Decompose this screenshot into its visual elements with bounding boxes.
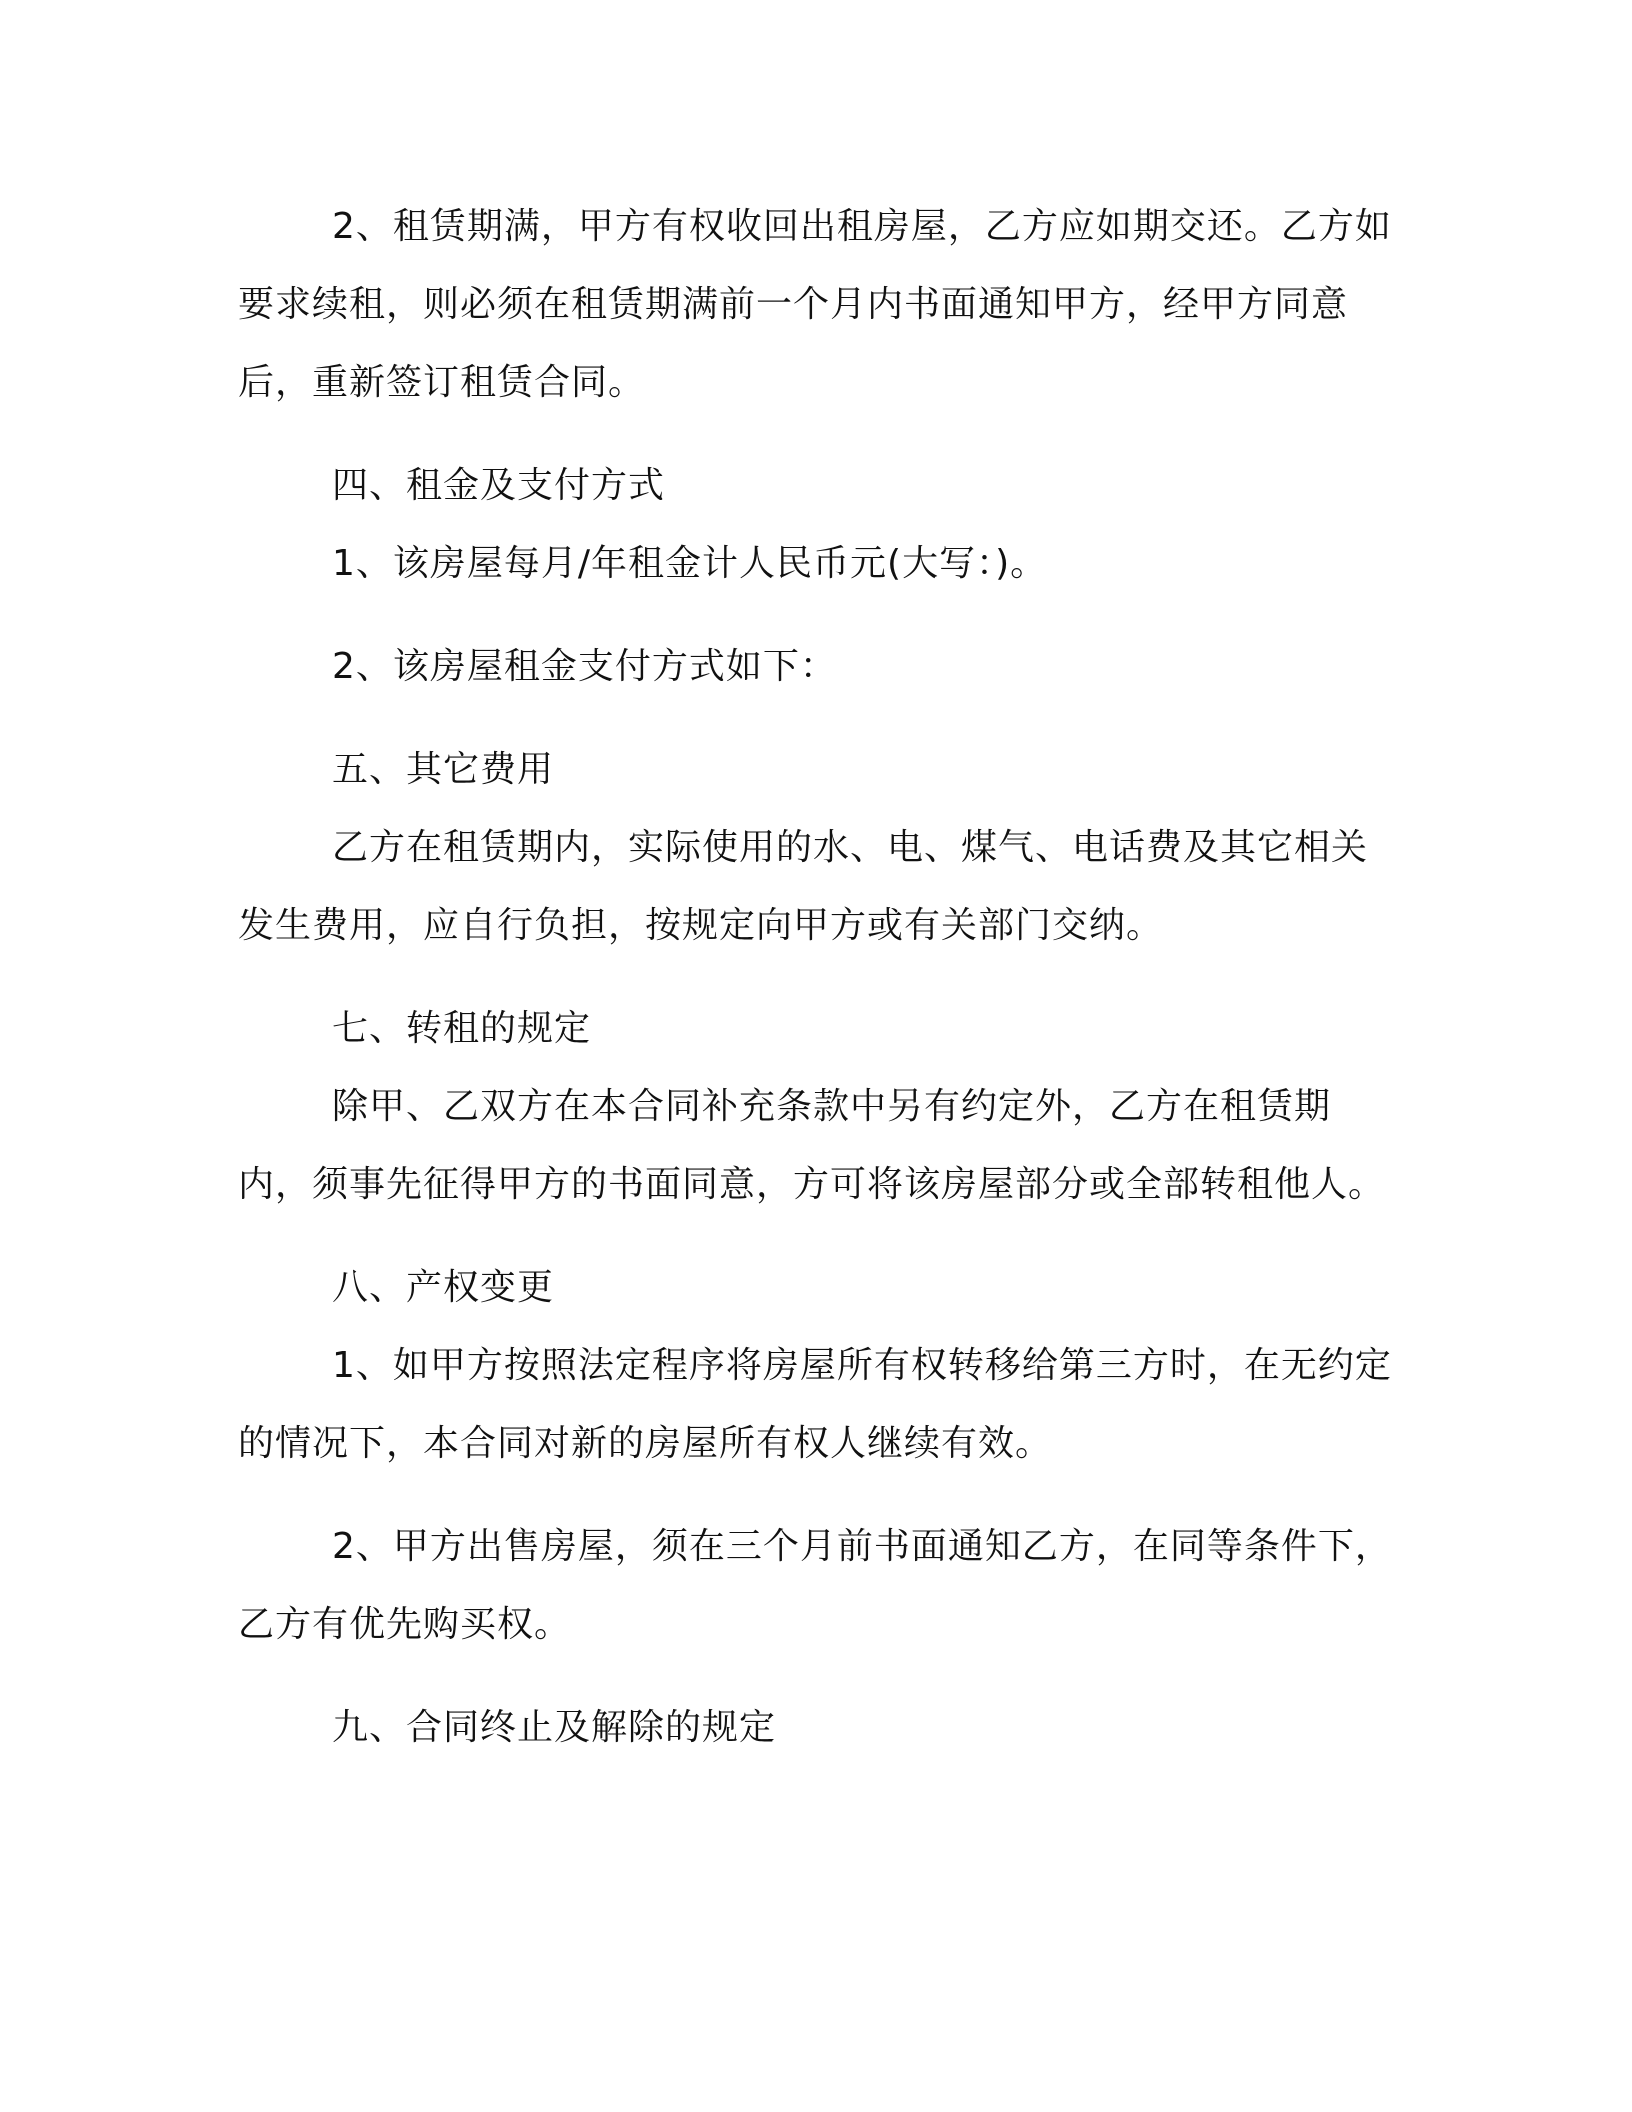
paragraph-other-fees: 乙方在租赁期内，实际使用的水、电、煤气、电话费及其它相关发生费用，应自行负担，按规定向甲方或有关部门交纳。 [238,827,1369,946]
section-heading-termination: 九、合同终止及解除的规定 [332,1707,777,1748]
document-body [238,188,1398,1767]
paragraph-house-sale: 2、甲方出售房屋，须在三个月前书面通知乙方，在同等条件下，乙方有优先购买权。 [238,1526,1392,1645]
paragraph-lease-expiry: 2、租赁期满，甲方有权收回出租房屋，乙方应如期交还。乙方如要求续租，则必须在租赁期满前一个月内书面通知甲方，经甲方同意后，重新签订租赁合同。 [238,206,1392,403]
paragraph-ownership-transfer: 1、如甲方按照法定程序将房屋所有权转移给第三方时，在无约定的情况下，本合同对新的房屋所有权人继续有效。 [238,1345,1392,1464]
section-heading-other-fees: 五、其它费用 [332,749,555,790]
paragraph-sublease: 除甲、乙双方在本合同补充条款中另有约定外，乙方在租赁期内，须事先征得甲方的书面同意，方可将该房屋部分或全部转租他人。 [238,1086,1386,1205]
section-heading-property-right-change: 八、产权变更 [332,1267,555,1308]
paragraph-rent-payment-method: 2、该房屋租金支付方式如下： [332,646,837,687]
paragraph-rent-amount: 1、该房屋每月/年租金计人民币元(大写：)。 [332,543,1048,584]
section-heading-rent-and-payment: 四、租金及支付方式 [332,465,666,506]
section-heading-sublease: 七、转租的规定 [332,1008,592,1049]
